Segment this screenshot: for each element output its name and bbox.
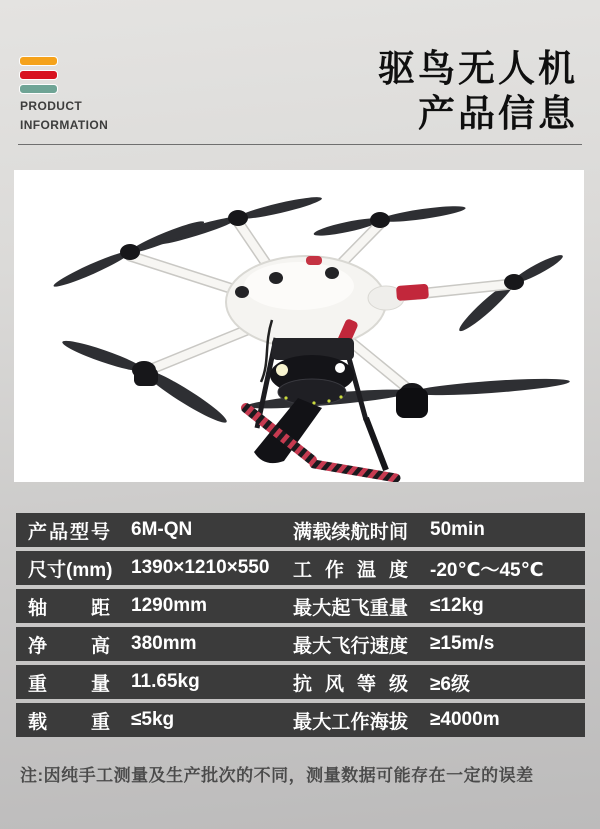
drone-body bbox=[226, 256, 429, 349]
spec-label: 最大工作海拔 bbox=[293, 711, 408, 733]
table-row bbox=[16, 665, 585, 699]
spec-label: 最大起飞重量 bbox=[293, 597, 408, 619]
spec-label: 尺寸(mm) bbox=[28, 559, 113, 581]
spec-value: 6M-QN bbox=[131, 519, 193, 540]
title-line1: 驱鸟无人机 bbox=[378, 48, 578, 89]
tagline-line2: INFORMATION bbox=[20, 118, 109, 132]
spec-label: 满载续航时间 bbox=[293, 521, 408, 543]
spec-value: ≥6级 bbox=[430, 673, 470, 695]
logo-bar bbox=[19, 70, 58, 80]
spec-label: 净高 bbox=[28, 635, 110, 657]
tagline-line1: PRODUCT bbox=[20, 99, 83, 113]
table-row bbox=[16, 589, 585, 623]
spec-value: -20℃～45℃ bbox=[430, 559, 544, 581]
brand-logo bbox=[19, 56, 58, 98]
page-title bbox=[378, 46, 578, 136]
table-row bbox=[16, 551, 585, 585]
logo-bar bbox=[19, 56, 58, 66]
spec-label: 最大飞行速度 bbox=[293, 635, 408, 657]
spec-label: 产品型号 bbox=[28, 521, 110, 543]
spec-label: 抗风等级 bbox=[293, 673, 408, 695]
spec-value: ≥15m/s bbox=[430, 633, 495, 654]
spec-value: 11.65kg bbox=[131, 671, 200, 692]
spec-label: 重量 bbox=[28, 673, 110, 695]
header-divider bbox=[18, 144, 582, 145]
spec-label: 轴距 bbox=[28, 597, 110, 619]
spec-value: 50min bbox=[430, 519, 485, 540]
table-row bbox=[16, 703, 585, 737]
spec-label: 工作温度 bbox=[293, 559, 408, 581]
measurement-note: 注:因纯手工测量及生产批次的不同，测量数据可能存在一定的误差 bbox=[20, 766, 534, 785]
spec-value: 1390×1210×550 bbox=[131, 557, 270, 578]
product-photo-panel bbox=[14, 170, 584, 482]
spec-table bbox=[16, 513, 585, 741]
table-row bbox=[16, 513, 585, 547]
title-line2: 产品信息 bbox=[418, 93, 578, 134]
spec-value: ≥4000m bbox=[430, 709, 500, 730]
spec-label: 载重 bbox=[28, 711, 110, 733]
spec-value: ≤5kg bbox=[131, 709, 175, 730]
drone-photo bbox=[14, 170, 584, 482]
spec-value: 380mm bbox=[131, 633, 197, 654]
spec-value: 1290mm bbox=[131, 595, 208, 616]
drone-payload bbox=[246, 320, 428, 478]
brand-tagline bbox=[20, 97, 108, 135]
logo-bar bbox=[19, 84, 58, 94]
table-row bbox=[16, 627, 585, 661]
spec-value: ≤12kg bbox=[430, 595, 484, 616]
